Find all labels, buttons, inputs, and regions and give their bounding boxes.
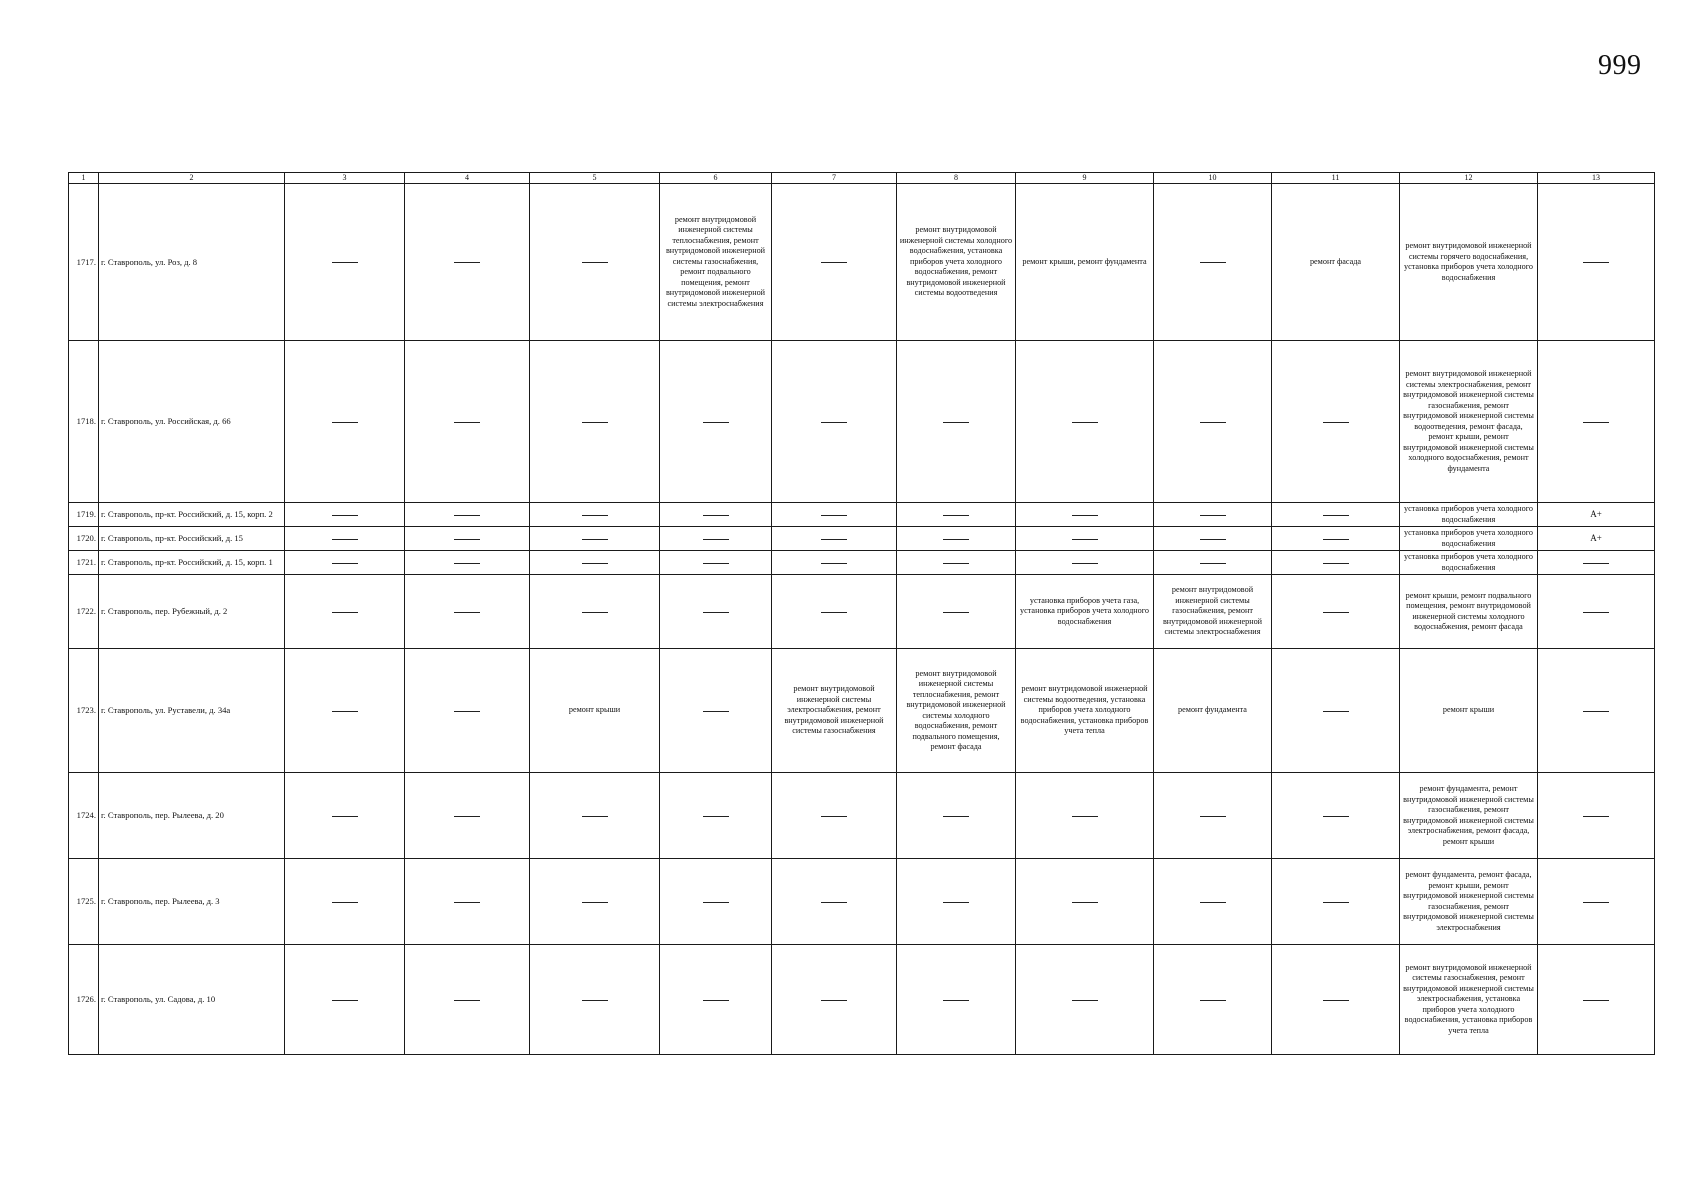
work-description: ремонт фундамента bbox=[1154, 649, 1272, 773]
address-cell: г. Ставрополь, пер. Рылеева, д. 20 bbox=[99, 773, 285, 859]
work-description: ремонт внутридомовой инженерной системы газоснабжения, ремонт внутридомовой инженерной системы электроснабжения bbox=[1154, 575, 1272, 649]
dash-mark bbox=[332, 422, 358, 423]
dash-mark bbox=[454, 612, 480, 613]
row-number: 1724. bbox=[69, 773, 99, 859]
column-number: 3 bbox=[285, 173, 405, 184]
dash-mark bbox=[582, 515, 608, 516]
dash-mark bbox=[454, 515, 480, 516]
dash-mark bbox=[582, 902, 608, 903]
table-row bbox=[69, 551, 1655, 575]
empty-cell bbox=[1538, 551, 1655, 575]
dash-mark bbox=[1200, 262, 1226, 263]
empty-cell bbox=[530, 503, 660, 527]
table-row bbox=[69, 527, 1655, 551]
empty-cell bbox=[660, 859, 772, 945]
column-number: 11 bbox=[1272, 173, 1400, 184]
empty-cell bbox=[285, 649, 405, 773]
dash-mark bbox=[943, 612, 969, 613]
dash-mark bbox=[582, 816, 608, 817]
empty-cell bbox=[285, 551, 405, 575]
dash-mark bbox=[1072, 515, 1098, 516]
table-row bbox=[69, 503, 1655, 527]
work-description: ремонт крыши, ремонт подвального помещения, ремонт внутридомовой инженерной системы холодного водоснабжения, ремонт фасада bbox=[1400, 575, 1538, 649]
dash-mark bbox=[332, 563, 358, 564]
dash-mark bbox=[821, 422, 847, 423]
address-cell: г. Ставрополь, ул. Роз, д. 8 bbox=[99, 184, 285, 341]
empty-cell bbox=[1154, 859, 1272, 945]
dash-mark bbox=[703, 612, 729, 613]
empty-cell bbox=[1538, 341, 1655, 503]
dash-mark bbox=[943, 539, 969, 540]
table-row bbox=[69, 341, 1655, 503]
column-number: 4 bbox=[405, 173, 530, 184]
work-description: ремонт внутридомовой инженерной системы электроснабжения, ремонт внутридомовой инженерной системы газоснабжения, ремонт внутридомовой инженерной системы водоотведения, ремонт фасада, ремонт крыши, ремонт внутридомовой инженерной системы холодного водоснабжения, ремонт фундамента bbox=[1400, 341, 1538, 503]
row-number: 1718. bbox=[69, 341, 99, 503]
column-number-row bbox=[69, 173, 1655, 184]
column-number: 1 bbox=[69, 173, 99, 184]
empty-cell bbox=[405, 773, 530, 859]
table-row bbox=[69, 945, 1655, 1055]
dash-mark bbox=[1583, 902, 1609, 903]
empty-cell bbox=[1272, 575, 1400, 649]
dash-mark bbox=[454, 563, 480, 564]
address-cell: г. Ставрополь, ул. Садова, д. 10 bbox=[99, 945, 285, 1055]
empty-cell bbox=[1154, 503, 1272, 527]
empty-cell bbox=[897, 341, 1016, 503]
empty-cell bbox=[285, 184, 405, 341]
column-number: 7 bbox=[772, 173, 897, 184]
dash-mark bbox=[332, 1000, 358, 1001]
empty-cell bbox=[772, 773, 897, 859]
dash-mark bbox=[1200, 1000, 1226, 1001]
empty-cell bbox=[660, 341, 772, 503]
empty-cell bbox=[285, 859, 405, 945]
work-description: ремонт крыши bbox=[1400, 649, 1538, 773]
work-description: ремонт фундамента, ремонт внутридомовой инженерной системы газоснабжения, ремонт внутридомовой инженерной системы электроснабжения, ремонт фасада, ремонт крыши bbox=[1400, 773, 1538, 859]
row-number: 1720. bbox=[69, 527, 99, 551]
empty-cell bbox=[1538, 649, 1655, 773]
dash-mark bbox=[943, 422, 969, 423]
dash-mark bbox=[332, 711, 358, 712]
address-cell: г. Ставрополь, пер. Рылеева, д. 3 bbox=[99, 859, 285, 945]
work-description: установка приборов учета холодного водоснабжения bbox=[1400, 527, 1538, 551]
dash-mark bbox=[1072, 816, 1098, 817]
dash-mark bbox=[821, 515, 847, 516]
empty-cell bbox=[530, 551, 660, 575]
empty-cell bbox=[772, 945, 897, 1055]
dash-mark bbox=[332, 515, 358, 516]
dash-mark bbox=[943, 563, 969, 564]
address-cell: г. Ставрополь, ул. Российская, д. 66 bbox=[99, 341, 285, 503]
empty-cell bbox=[1538, 575, 1655, 649]
dash-mark bbox=[943, 515, 969, 516]
empty-cell bbox=[285, 341, 405, 503]
row-number: 1723. bbox=[69, 649, 99, 773]
empty-cell bbox=[405, 551, 530, 575]
dash-mark bbox=[1583, 711, 1609, 712]
dash-mark bbox=[1200, 902, 1226, 903]
dash-mark bbox=[943, 1000, 969, 1001]
empty-cell bbox=[897, 575, 1016, 649]
empty-cell bbox=[660, 945, 772, 1055]
dash-mark bbox=[1583, 262, 1609, 263]
dash-mark bbox=[1200, 816, 1226, 817]
dash-mark bbox=[703, 711, 729, 712]
row-number: 1719. bbox=[69, 503, 99, 527]
dash-mark bbox=[1072, 422, 1098, 423]
empty-cell bbox=[530, 341, 660, 503]
work-description: ремонт крыши bbox=[530, 649, 660, 773]
column-number: 9 bbox=[1016, 173, 1154, 184]
empty-cell bbox=[660, 649, 772, 773]
empty-cell bbox=[660, 503, 772, 527]
empty-cell bbox=[1538, 773, 1655, 859]
column-number: 5 bbox=[530, 173, 660, 184]
empty-cell bbox=[772, 527, 897, 551]
dash-mark bbox=[1583, 563, 1609, 564]
empty-cell bbox=[897, 527, 1016, 551]
empty-cell bbox=[1154, 527, 1272, 551]
dash-mark bbox=[1323, 563, 1349, 564]
dash-mark bbox=[1583, 816, 1609, 817]
dash-mark bbox=[454, 711, 480, 712]
dash-mark bbox=[1200, 515, 1226, 516]
address-cell: г. Ставрополь, пер. Рубежный, д. 2 bbox=[99, 575, 285, 649]
work-description: ремонт внутридомовой инженерной системы теплоснабжения, ремонт внутридомовой инженерной системы газоснабжения, ремонт подвального помещения, ремонт внутридомовой инженерной системы электроснабжения bbox=[660, 184, 772, 341]
empty-cell bbox=[405, 527, 530, 551]
dash-mark bbox=[943, 816, 969, 817]
empty-cell bbox=[1272, 551, 1400, 575]
column-number: 13 bbox=[1538, 173, 1655, 184]
dash-mark bbox=[454, 1000, 480, 1001]
empty-cell bbox=[897, 945, 1016, 1055]
empty-cell bbox=[1154, 184, 1272, 341]
address-cell: г. Ставрополь, пр-кт. Российский, д. 15 bbox=[99, 527, 285, 551]
address-cell: г. Ставрополь, ул. Руставели, д. 34а bbox=[99, 649, 285, 773]
empty-cell bbox=[897, 551, 1016, 575]
empty-cell bbox=[897, 773, 1016, 859]
dash-mark bbox=[703, 422, 729, 423]
empty-cell bbox=[530, 184, 660, 341]
dash-mark bbox=[1323, 902, 1349, 903]
page-number: 999 bbox=[1598, 50, 1642, 81]
dash-mark bbox=[454, 539, 480, 540]
work-description: установка приборов учета газа, установка приборов учета холодного водоснабжения bbox=[1016, 575, 1154, 649]
table-row bbox=[69, 773, 1655, 859]
empty-cell bbox=[1538, 184, 1655, 341]
empty-cell bbox=[405, 945, 530, 1055]
row-number: 1725. bbox=[69, 859, 99, 945]
empty-cell bbox=[530, 945, 660, 1055]
empty-cell bbox=[285, 945, 405, 1055]
empty-cell bbox=[1016, 773, 1154, 859]
empty-cell bbox=[772, 575, 897, 649]
dash-mark bbox=[454, 422, 480, 423]
dash-mark bbox=[821, 612, 847, 613]
dash-mark bbox=[821, 539, 847, 540]
dash-mark bbox=[1323, 711, 1349, 712]
dash-mark bbox=[703, 816, 729, 817]
table-row bbox=[69, 575, 1655, 649]
dash-mark bbox=[1323, 539, 1349, 540]
empty-cell bbox=[1154, 341, 1272, 503]
dash-mark bbox=[1072, 539, 1098, 540]
row-number: 1722. bbox=[69, 575, 99, 649]
dash-mark bbox=[454, 816, 480, 817]
dash-mark bbox=[454, 902, 480, 903]
empty-cell bbox=[897, 859, 1016, 945]
table-row bbox=[69, 859, 1655, 945]
dash-mark bbox=[582, 539, 608, 540]
empty-cell bbox=[772, 551, 897, 575]
work-description: ремонт фасада bbox=[1272, 184, 1400, 341]
empty-cell bbox=[1016, 945, 1154, 1055]
dash-mark bbox=[1200, 539, 1226, 540]
address-cell: г. Ставрополь, пр-кт. Российский, д. 15, корп. 1 bbox=[99, 551, 285, 575]
work-description: установка приборов учета холодного водоснабжения bbox=[1400, 503, 1538, 527]
dash-mark bbox=[582, 1000, 608, 1001]
empty-cell bbox=[660, 527, 772, 551]
empty-cell bbox=[1016, 503, 1154, 527]
work-description: ремонт внутридомовой инженерной системы холодного водоснабжения, установка приборов учета холодного водоснабжения, ремонт внутридомовой инженерной системы водоотведения bbox=[897, 184, 1016, 341]
dash-mark bbox=[821, 262, 847, 263]
category-mark: А+ bbox=[1538, 503, 1655, 527]
empty-cell bbox=[1154, 945, 1272, 1055]
dash-mark bbox=[703, 902, 729, 903]
dash-mark bbox=[703, 563, 729, 564]
work-description: ремонт крыши, ремонт фундамента bbox=[1016, 184, 1154, 341]
empty-cell bbox=[405, 859, 530, 945]
row-number: 1721. bbox=[69, 551, 99, 575]
work-description: ремонт внутридомовой инженерной системы водоотведения, установка приборов учета холодного водоснабжения, установка приборов учета тепла bbox=[1016, 649, 1154, 773]
empty-cell bbox=[1272, 649, 1400, 773]
work-description: ремонт внутридомовой инженерной системы газоснабжения, ремонт внутридомовой инженерной системы электроснабжения, установка приборов учета холодного водоснабжения, установка приборов учета тепла bbox=[1400, 945, 1538, 1055]
dash-mark bbox=[821, 1000, 847, 1001]
empty-cell bbox=[285, 575, 405, 649]
dash-mark bbox=[1072, 902, 1098, 903]
empty-cell bbox=[772, 503, 897, 527]
empty-cell bbox=[660, 773, 772, 859]
empty-cell bbox=[405, 649, 530, 773]
table-body bbox=[69, 184, 1655, 1055]
column-number: 10 bbox=[1154, 173, 1272, 184]
row-number: 1717. bbox=[69, 184, 99, 341]
column-number: 8 bbox=[897, 173, 1016, 184]
empty-cell bbox=[1538, 859, 1655, 945]
work-description: ремонт фундамента, ремонт фасада, ремонт крыши, ремонт внутридомовой инженерной системы газоснабжения, ремонт внутридомовой инженерной системы электроснабжения bbox=[1400, 859, 1538, 945]
empty-cell bbox=[1272, 859, 1400, 945]
empty-cell bbox=[1272, 945, 1400, 1055]
dash-mark bbox=[703, 515, 729, 516]
dash-mark bbox=[1072, 1000, 1098, 1001]
work-description: ремонт внутридомовой инженерной системы теплоснабжения, ремонт внутридомовой инженерной системы холодного водоснабжения, ремонт подвального помещения, ремонт фасада bbox=[897, 649, 1016, 773]
dash-mark bbox=[1583, 1000, 1609, 1001]
table-row bbox=[69, 649, 1655, 773]
empty-cell bbox=[1272, 503, 1400, 527]
dash-mark bbox=[582, 262, 608, 263]
dash-mark bbox=[582, 563, 608, 564]
dash-mark bbox=[582, 422, 608, 423]
empty-cell bbox=[772, 859, 897, 945]
empty-cell bbox=[1016, 527, 1154, 551]
dash-mark bbox=[1583, 612, 1609, 613]
empty-cell bbox=[530, 773, 660, 859]
empty-cell bbox=[530, 859, 660, 945]
dash-mark bbox=[703, 539, 729, 540]
dash-mark bbox=[1323, 816, 1349, 817]
empty-cell bbox=[1272, 527, 1400, 551]
dash-mark bbox=[332, 902, 358, 903]
dash-mark bbox=[821, 563, 847, 564]
empty-cell bbox=[772, 184, 897, 341]
dash-mark bbox=[943, 902, 969, 903]
empty-cell bbox=[530, 527, 660, 551]
dash-mark bbox=[703, 1000, 729, 1001]
empty-cell bbox=[405, 503, 530, 527]
dash-mark bbox=[821, 816, 847, 817]
table-row bbox=[69, 184, 1655, 341]
dash-mark bbox=[821, 902, 847, 903]
empty-cell bbox=[897, 503, 1016, 527]
empty-cell bbox=[405, 184, 530, 341]
empty-cell bbox=[1538, 945, 1655, 1055]
empty-cell bbox=[405, 341, 530, 503]
work-description: установка приборов учета холодного водоснабжения bbox=[1400, 551, 1538, 575]
empty-cell bbox=[772, 341, 897, 503]
dash-mark bbox=[1323, 515, 1349, 516]
empty-cell bbox=[1154, 551, 1272, 575]
dash-mark bbox=[1323, 612, 1349, 613]
empty-cell bbox=[1016, 551, 1154, 575]
dash-mark bbox=[332, 612, 358, 613]
empty-cell bbox=[405, 575, 530, 649]
empty-cell bbox=[285, 503, 405, 527]
empty-cell bbox=[285, 773, 405, 859]
column-number: 12 bbox=[1400, 173, 1538, 184]
dash-mark bbox=[332, 262, 358, 263]
dash-mark bbox=[1323, 422, 1349, 423]
dash-mark bbox=[1200, 422, 1226, 423]
dash-mark bbox=[582, 612, 608, 613]
empty-cell bbox=[1272, 773, 1400, 859]
dash-mark bbox=[1072, 563, 1098, 564]
category-mark: А+ bbox=[1538, 527, 1655, 551]
row-number: 1726. bbox=[69, 945, 99, 1055]
column-number: 2 bbox=[99, 173, 285, 184]
work-description: ремонт внутридомовой инженерной системы горячего водоснабжения, установка приборов учета холодного водоснабжения bbox=[1400, 184, 1538, 341]
repair-schedule-table bbox=[68, 172, 1655, 1055]
column-number: 6 bbox=[660, 173, 772, 184]
work-description: ремонт внутридомовой инженерной системы электроснабжения, ремонт внутридомовой инженерной системы газоснабжения bbox=[772, 649, 897, 773]
dash-mark bbox=[1583, 422, 1609, 423]
dash-mark bbox=[1200, 563, 1226, 564]
dash-mark bbox=[332, 539, 358, 540]
empty-cell bbox=[530, 575, 660, 649]
empty-cell bbox=[1272, 341, 1400, 503]
empty-cell bbox=[1016, 341, 1154, 503]
empty-cell bbox=[1016, 859, 1154, 945]
empty-cell bbox=[660, 551, 772, 575]
empty-cell bbox=[660, 575, 772, 649]
empty-cell bbox=[285, 527, 405, 551]
empty-cell bbox=[1154, 773, 1272, 859]
dash-mark bbox=[332, 816, 358, 817]
dash-mark bbox=[1323, 1000, 1349, 1001]
dash-mark bbox=[454, 262, 480, 263]
address-cell: г. Ставрополь, пр-кт. Российский, д. 15, корп. 2 bbox=[99, 503, 285, 527]
